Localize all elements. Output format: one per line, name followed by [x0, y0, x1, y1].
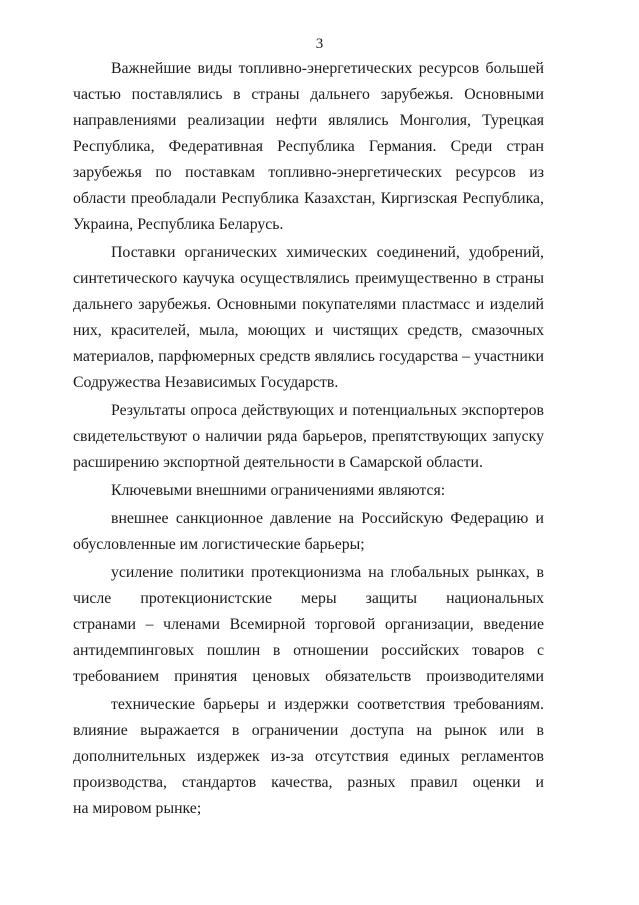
text-line: на мировом рынке; — [73, 800, 202, 817]
text-line: Ключевыми внешними ограничениями являются: — [111, 482, 446, 499]
text-line: антидемпинговых пошлин в отношении российских товаров с — [73, 642, 544, 659]
text-line: внешнее санкционное давление на Российскую Федерацию и — [111, 510, 544, 527]
paragraph — [73, 506, 544, 558]
text-line: Украина, Республика Беларусь. — [73, 216, 284, 233]
text-line: свидетельствуют о наличии ряда барьеров, препятствующих запуску — [73, 428, 544, 445]
paragraph — [73, 240, 544, 396]
text-line: материалов, парфюмерных средств являлись государства – участники — [73, 348, 544, 365]
paragraph — [73, 56, 544, 238]
text-line: усиление политики протекционизма на глобальных рынках, в — [111, 564, 544, 581]
text-line: Республика, Федеративная Республика Германия. Среди стран — [73, 138, 544, 155]
text-line: направлениями реализации нефти являлись Монголия, Турецкая — [73, 112, 544, 129]
text-line: технические барьеры и издержки соответствия требованиям. — [111, 696, 544, 713]
text-line: Поставки органических химических соединений, удобрений, — [111, 244, 544, 261]
text-line: частью поставлялись в страны дальнего зарубежья. Основными — [73, 86, 544, 103]
text-line: зарубежья по поставкам топливно-энергетических ресурсов из — [73, 164, 544, 181]
text-line: расширению экспортной деятельности в Самарской области. — [73, 454, 483, 471]
text-line: Результаты опроса действующих и потенциальных экспортеров — [111, 402, 544, 419]
document-body — [73, 56, 544, 824]
text-line: Важнейшие виды топливно-энергетических ресурсов большей — [111, 60, 544, 77]
text-line: требованием принятия ценовых обязательств производителями — [73, 668, 544, 685]
text-line: дополнительных издержек из-за отсутствия единых регламентов — [73, 748, 544, 765]
paragraph — [73, 692, 544, 822]
paragraph — [73, 560, 544, 690]
text-line: области преобладали Республика Казахстан, Киргизская Республика, — [73, 190, 544, 207]
text-line: дальнего зарубежья. Основными покупателями пластмасс и изделий — [73, 296, 544, 313]
text-line: странами – членами Всемирной торговой организации, введение — [73, 616, 544, 633]
text-line: влияние выражается в ограничении доступа на рынок или в — [73, 722, 544, 739]
text-line: Содружества Независимых Государств. — [73, 374, 339, 391]
page-number: 3 — [315, 36, 324, 52]
text-line: синтетического каучука осуществлялись преимущественно в страны — [73, 270, 544, 287]
text-line: производства, стандартов качества, разных правил оценки и — [73, 774, 544, 791]
text-line: них, красителей, мыла, моющих и чистящих средств, смазочных — [73, 322, 544, 339]
paragraph — [73, 478, 544, 504]
text-line: обусловленные им логистические барьеры; — [73, 536, 365, 553]
text-line: числе протекционистские меры защиты национальных — [73, 590, 544, 607]
paragraph — [73, 398, 544, 476]
